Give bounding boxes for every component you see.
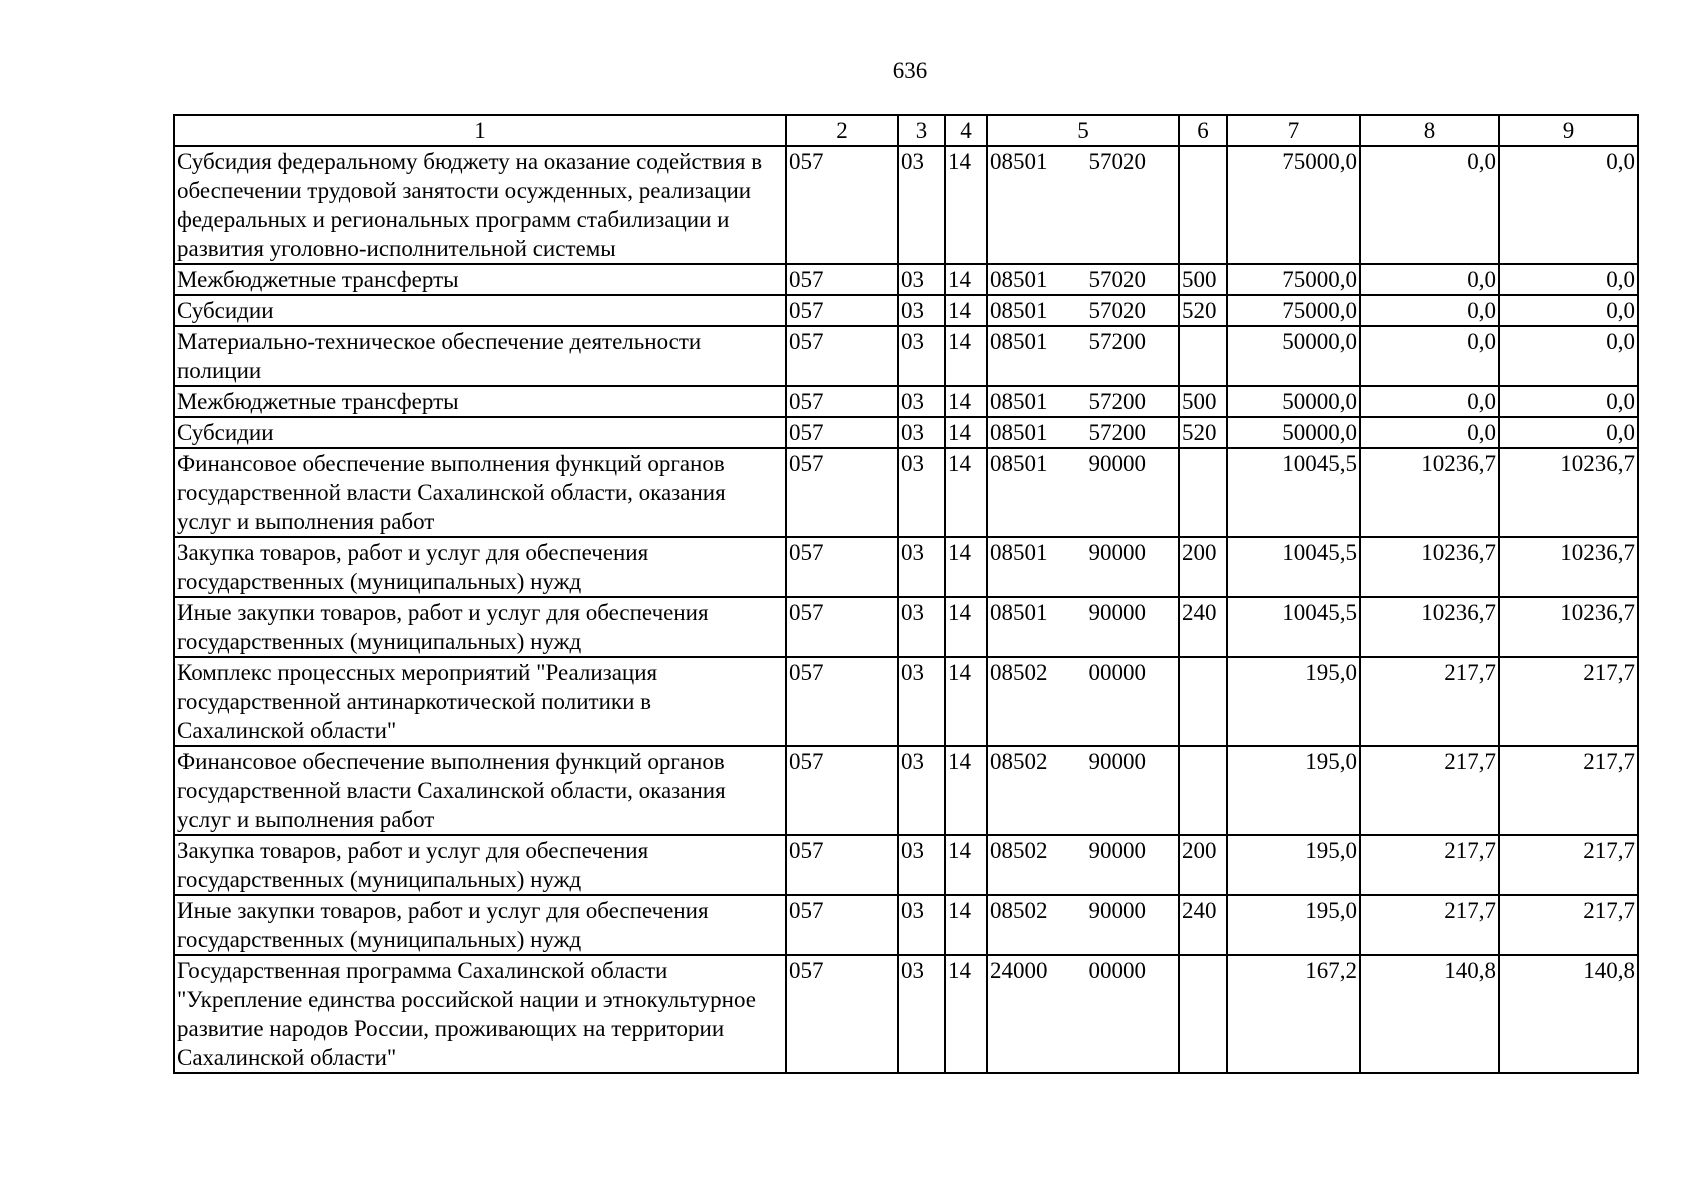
target-article-cell [987,448,1179,537]
table-row [174,264,1638,295]
target-article-cell [987,295,1179,326]
header-cell: 6 [1179,115,1227,146]
target-article-cell [987,597,1179,657]
amount-year2-cell: 10236,7 [1360,448,1499,537]
subsection-code-cell: 14 [945,835,987,895]
amount-year2-cell: 10236,7 [1360,597,1499,657]
target-article-cell [987,657,1179,746]
target-article-cell [987,895,1179,955]
amount-year1-cell: 50000,0 [1227,417,1360,448]
amount-year2-cell: 140,8 [1360,955,1499,1073]
target-article-cell [987,326,1179,386]
row-name-cell: Субсидии [174,295,786,326]
target-article-part2: 90000 [1088,898,1146,923]
target-article-part2: 00000 [1088,958,1146,983]
table-row [174,386,1638,417]
target-article-cell [987,417,1179,448]
row-name-cell: Материально-техническое обеспечение деятельности полиции [174,326,786,386]
amount-year3-cell: 217,7 [1499,835,1638,895]
amount-year2-cell: 0,0 [1360,295,1499,326]
ministry-code-cell: 057 [786,746,898,835]
ministry-code-cell: 057 [786,295,898,326]
target-article-part2: 90000 [1088,600,1146,625]
header-cell: 8 [1360,115,1499,146]
subsection-code-cell: 14 [945,264,987,295]
header-cell: 2 [786,115,898,146]
ministry-code-cell: 057 [786,537,898,597]
amount-year1-cell: 75000,0 [1227,295,1360,326]
amount-year2-cell: 0,0 [1360,326,1499,386]
section-code-cell: 03 [898,746,945,835]
subsection-code-cell: 14 [945,746,987,835]
subsection-code-cell: 14 [945,955,987,1073]
target-article-part2: 57200 [1088,420,1146,445]
ministry-code-cell: 057 [786,448,898,537]
target-article-cell [987,955,1179,1073]
table-row [174,326,1638,386]
expense-type-cell [1179,146,1227,264]
header-cell: 9 [1499,115,1638,146]
amount-year3-cell: 217,7 [1499,895,1638,955]
ministry-code-cell: 057 [786,597,898,657]
subsection-code-cell: 14 [945,895,987,955]
expense-type-cell [1179,746,1227,835]
amount-year1-cell: 10045,5 [1227,448,1360,537]
amount-year1-cell: 10045,5 [1227,597,1360,657]
table-row [174,835,1638,895]
amount-year3-cell: 217,7 [1499,657,1638,746]
target-article-part1: 08501 [990,389,1048,414]
amount-year1-cell: 195,0 [1227,657,1360,746]
target-article-cell [987,264,1179,295]
target-article-part1: 08502 [990,898,1048,923]
amount-year1-cell: 195,0 [1227,895,1360,955]
amount-year2-cell: 10236,7 [1360,537,1499,597]
amount-year3-cell: 140,8 [1499,955,1638,1073]
amount-year3-cell: 10236,7 [1499,597,1638,657]
target-article-part1: 08502 [990,838,1048,863]
expense-type-cell: 500 [1179,264,1227,295]
target-article-cell [987,537,1179,597]
subsection-code-cell: 14 [945,537,987,597]
row-name-cell: Субсидия федеральному бюджету на оказание содействия в обеспечении трудовой занятости осужденных, реализации федеральных и региональных программ стабилизации и развития уголовно-исполнительной системы [174,146,786,264]
row-name-cell: Финансовое обеспечение выполнения функций органов государственной власти Сахалинской области, оказания услуг и выполнения работ [174,746,786,835]
table-row [174,448,1638,537]
amount-year2-cell: 0,0 [1360,386,1499,417]
header-cell: 7 [1227,115,1360,146]
amount-year3-cell: 10236,7 [1499,537,1638,597]
target-article-part2: 90000 [1088,749,1146,774]
target-article-part2: 57020 [1088,298,1146,323]
target-article-part1: 08501 [990,540,1048,565]
target-article-part1: 08501 [990,600,1048,625]
expense-type-cell: 200 [1179,537,1227,597]
row-name-cell: Субсидии [174,417,786,448]
amount-year2-cell: 217,7 [1360,895,1499,955]
subsection-code-cell: 14 [945,295,987,326]
expense-type-cell: 520 [1179,295,1227,326]
page-number: 636 [892,58,928,83]
table-row [174,295,1638,326]
ministry-code-cell: 057 [786,326,898,386]
subsection-code-cell: 14 [945,597,987,657]
section-code-cell: 03 [898,417,945,448]
amount-year3-cell: 217,7 [1499,746,1638,835]
target-article-part1: 08501 [990,451,1048,476]
target-article-part2: 57200 [1088,389,1146,414]
table-row [174,146,1638,264]
section-code-cell: 03 [898,264,945,295]
amount-year3-cell: 0,0 [1499,417,1638,448]
subsection-code-cell: 14 [945,657,987,746]
amount-year2-cell: 0,0 [1360,264,1499,295]
target-article-part1: 08501 [990,420,1048,445]
amount-year3-cell: 0,0 [1499,386,1638,417]
target-article-part2: 57020 [1088,149,1146,174]
target-article-cell [987,386,1179,417]
amount-year1-cell: 10045,5 [1227,537,1360,597]
amount-year2-cell: 217,7 [1360,835,1499,895]
table-row [174,955,1638,1073]
target-article-cell [987,146,1179,264]
amount-year2-cell: 217,7 [1360,657,1499,746]
subsection-code-cell: 14 [945,417,987,448]
row-name-cell: Закупка товаров, работ и услуг для обеспечения государственных (муниципальных) нужд [174,835,786,895]
amount-year1-cell: 195,0 [1227,746,1360,835]
table-row [174,746,1638,835]
section-code-cell: 03 [898,146,945,264]
ministry-code-cell: 057 [786,386,898,417]
expense-type-cell [1179,326,1227,386]
budget-table [173,114,1639,1074]
ministry-code-cell: 057 [786,146,898,264]
section-code-cell: 03 [898,326,945,386]
subsection-code-cell: 14 [945,146,987,264]
section-code-cell: 03 [898,295,945,326]
subsection-code-cell: 14 [945,448,987,537]
expense-type-cell [1179,955,1227,1073]
target-article-part2: 90000 [1088,451,1146,476]
target-article-part1: 24000 [990,958,1048,983]
ministry-code-cell: 057 [786,895,898,955]
expense-type-cell: 240 [1179,895,1227,955]
section-code-cell: 03 [898,835,945,895]
target-article-part2: 57020 [1088,267,1146,292]
expense-type-cell: 500 [1179,386,1227,417]
section-code-cell: 03 [898,537,945,597]
target-article-cell [987,746,1179,835]
target-article-part1: 08502 [990,749,1048,774]
section-code-cell: 03 [898,386,945,417]
row-name-cell: Финансовое обеспечение выполнения функций органов государственной власти Сахалинской области, оказания услуг и выполнения работ [174,448,786,537]
amount-year2-cell: 0,0 [1360,417,1499,448]
table-row [174,657,1638,746]
section-code-cell: 03 [898,955,945,1073]
amount-year1-cell: 50000,0 [1227,386,1360,417]
amount-year3-cell: 0,0 [1499,146,1638,264]
ministry-code-cell: 057 [786,835,898,895]
target-article-part1: 08501 [990,329,1048,354]
target-article-part1: 08501 [990,267,1048,292]
amount-year3-cell: 10236,7 [1499,448,1638,537]
row-name-cell: Государственная программа Сахалинской области "Укрепление единства российской нации и этнокультурное развитие народов России, проживающих на территории Сахалинской области" [174,955,786,1073]
table-row [174,597,1638,657]
row-name-cell: Закупка товаров, работ и услуг для обеспечения государственных (муниципальных) нужд [174,537,786,597]
target-article-part1: 08501 [990,149,1048,174]
subsection-code-cell: 14 [945,386,987,417]
ministry-code-cell: 057 [786,417,898,448]
row-name-cell: Межбюджетные трансферты [174,386,786,417]
amount-year2-cell: 0,0 [1360,146,1499,264]
header-cell: 4 [945,115,987,146]
target-article-part2: 90000 [1088,838,1146,863]
table-row [174,417,1638,448]
ministry-code-cell: 057 [786,264,898,295]
header-cell: 5 [987,115,1179,146]
row-name-cell: Иные закупки товаров, работ и услуг для обеспечения государственных (муниципальных) нужд [174,895,786,955]
table-row [174,537,1638,597]
row-name-cell: Комплекс процессных мероприятий "Реализация государственной антинаркотической политики в Сахалинской области" [174,657,786,746]
target-article-part2: 90000 [1088,540,1146,565]
section-code-cell: 03 [898,597,945,657]
target-article-part1: 08501 [990,298,1048,323]
amount-year1-cell: 195,0 [1227,835,1360,895]
amount-year3-cell: 0,0 [1499,264,1638,295]
target-article-part2: 00000 [1088,660,1146,685]
subsection-code-cell: 14 [945,326,987,386]
header-cell: 3 [898,115,945,146]
amount-year1-cell: 75000,0 [1227,146,1360,264]
target-article-part2: 57200 [1088,329,1146,354]
section-code-cell: 03 [898,657,945,746]
ministry-code-cell: 057 [786,955,898,1073]
amount-year1-cell: 75000,0 [1227,264,1360,295]
row-name-cell: Межбюджетные трансферты [174,264,786,295]
amount-year3-cell: 0,0 [1499,326,1638,386]
header-row [174,115,1638,146]
expense-type-cell: 200 [1179,835,1227,895]
amount-year3-cell: 0,0 [1499,295,1638,326]
expense-type-cell [1179,448,1227,537]
expense-type-cell: 520 [1179,417,1227,448]
section-code-cell: 03 [898,895,945,955]
amount-year2-cell: 217,7 [1360,746,1499,835]
expense-type-cell: 240 [1179,597,1227,657]
amount-year1-cell: 167,2 [1227,955,1360,1073]
target-article-cell [987,835,1179,895]
amount-year1-cell: 50000,0 [1227,326,1360,386]
expense-type-cell [1179,657,1227,746]
table-row [174,895,1638,955]
row-name-cell: Иные закупки товаров, работ и услуг для обеспечения государственных (муниципальных) нужд [174,597,786,657]
section-code-cell: 03 [898,448,945,537]
ministry-code-cell: 057 [786,657,898,746]
target-article-part1: 08502 [990,660,1048,685]
header-cell: 1 [174,115,786,146]
